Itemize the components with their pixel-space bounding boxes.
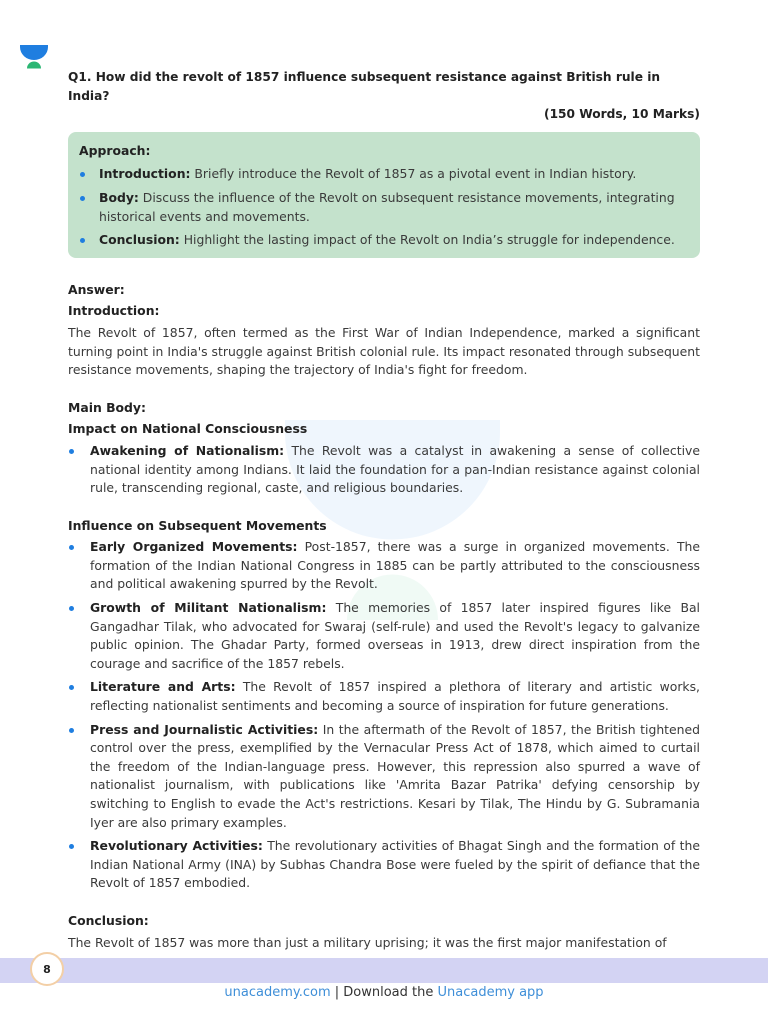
footer-text bbox=[0, 985, 768, 1000]
list-item bbox=[68, 678, 700, 715]
list-item bbox=[68, 721, 700, 833]
list-item-text: The revolutionary activities of Bhagat Singh and the formation of the Indian National Army (INA) by Subhas Chandra Bose were fueled by the spirit of defiance that the Revolt of 1857 embodied. bbox=[90, 838, 700, 891]
approach-item-label: Body: bbox=[99, 189, 139, 205]
document-content bbox=[68, 68, 700, 952]
answer-heading: Answer: bbox=[68, 281, 125, 297]
unacademy-logo-icon bbox=[19, 45, 49, 69]
approach-list bbox=[79, 165, 689, 249]
approach-item bbox=[79, 189, 689, 226]
approach-item-label: Conclusion: bbox=[99, 232, 180, 248]
footer-separator: | Download the bbox=[330, 985, 438, 1000]
subsequent-movements-list bbox=[68, 538, 700, 893]
conclusion-paragraph: The Revolt of 1857 was more than just a military uprising; it was the first major manifestation of bbox=[68, 934, 667, 950]
approach-box bbox=[68, 132, 700, 258]
question-marks: (150 Words, 10 Marks) bbox=[544, 107, 700, 122]
main-body-heading: Main Body: bbox=[68, 399, 146, 415]
approach-title: Approach: bbox=[79, 142, 151, 158]
approach-item-label: Introduction: bbox=[99, 166, 191, 182]
footer-app-link[interactable]: Unacademy app bbox=[437, 985, 544, 1000]
section-heading-national-consciousness: Impact on National Consciousness bbox=[68, 421, 308, 437]
list-item-text: The Revolt of 1857 inspired a plethora of literary and artistic works, reflecting nationalist sentiments and becoming a source of inspiration for future generations. bbox=[90, 679, 700, 714]
list-item-text: The Revolt was a catalyst in awakening a sense of collective national identity among Indians. It laid the foundation for a pan-Indian resistance against colonial rule, transcending regional, caste, and religious boundaries. bbox=[90, 442, 700, 496]
list-item-text: The memories of 1857 later inspired figures like Bal Gangadhar Tilak, who advocated for Swaraj (self-rule) and used the Revolt's legacy to galvanize public opinion. The Ghadar Party, formed overseas in 1913, drew direct inspiration from the courage and sacrifice of the 1857 rebels. bbox=[90, 600, 700, 671]
intro-paragraph: The Revolt of 1857, often termed as the First War of Indian Independence, marked a significant turning point in India's struggle against British colonial rule. Its impact resonated through subsequent resistance movements, shaping the trajectory of India's fight for freedom. bbox=[68, 324, 700, 378]
approach-item-text: Briefly introduce the Revolt of 1857 as a pivotal event in Indian history. bbox=[190, 166, 637, 182]
section-heading-subsequent-movements: Influence on Subsequent Movements bbox=[68, 517, 327, 533]
approach-item bbox=[79, 231, 689, 250]
list-item-text: In the aftermath of the Revolt of 1857, the British tightened control over the press, exemplified by the Vernacular Press Act of 1878, which aimed to curtail the freedom of the Indian-language press. However, this repression also spurred a wave of nationalist journalism, with publications like 'Amrita Bazar Patrika' defying censorship by switching to English to evade the Act's restrictions. Kesari by Tilak, The Hindu by G. Subramania Iyer are also primary examples. bbox=[90, 721, 700, 830]
list-item bbox=[68, 538, 700, 594]
footer-site-link[interactable]: unacademy.com bbox=[224, 985, 331, 1000]
approach-item bbox=[79, 165, 689, 184]
list-item-label: Growth of Militant Nationalism: bbox=[90, 600, 327, 616]
approach-item-text: Highlight the lasting impact of the Revolt on India’s struggle for independence. bbox=[179, 232, 675, 248]
national-consciousness-list bbox=[68, 442, 700, 498]
list-item-label: Awakening of Nationalism: bbox=[90, 442, 285, 458]
conclusion-heading: Conclusion: bbox=[68, 912, 149, 928]
list-item-label: Press and Journalistic Activities: bbox=[90, 721, 319, 737]
list-item-label: Revolutionary Activities: bbox=[90, 838, 263, 854]
list-item-text: Post-1857, there was a surge in organized movements. The formation of the Indian National Congress in 1885 can be partly attributed to the consciousness and political awakening spurred by the Revolt. bbox=[90, 539, 700, 592]
list-item-label: Literature and Arts: bbox=[90, 679, 236, 695]
footer-band bbox=[0, 958, 768, 983]
page-number-badge: 8 bbox=[30, 952, 64, 986]
intro-heading: Introduction: bbox=[68, 303, 160, 319]
list-item bbox=[68, 599, 700, 673]
approach-item-text: Discuss the influence of the Revolt on subsequent resistance movements, integrating historical events and movements. bbox=[99, 189, 675, 224]
list-item-label: Early Organized Movements: bbox=[90, 539, 298, 555]
list-item bbox=[68, 837, 700, 893]
question-text: Q1. How did the revolt of 1857 influence subsequent resistance against British rule in India? bbox=[68, 70, 661, 103]
list-item bbox=[68, 442, 700, 498]
